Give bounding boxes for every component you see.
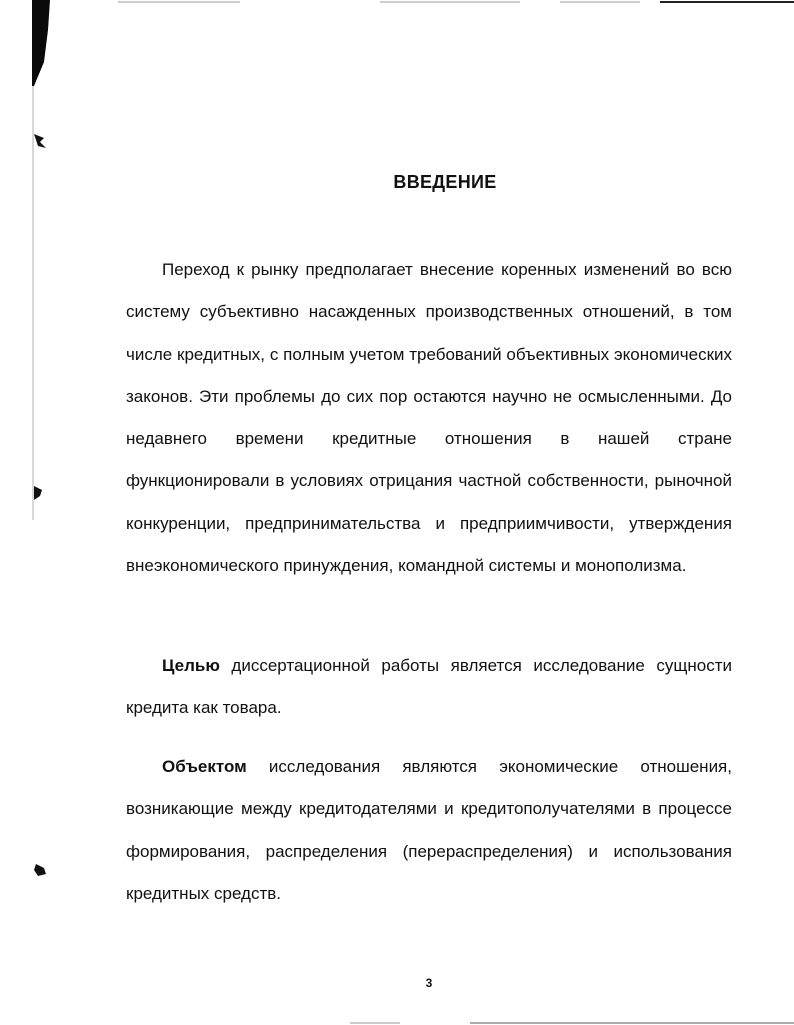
paragraph-goal-text: диссертационной работы является исследование сущности кредита как товара.: [126, 656, 732, 718]
punch-mark-2: [34, 486, 42, 500]
punch-mark-3: [34, 864, 46, 876]
paragraph-object-lead: Объектом: [162, 757, 247, 776]
punch-mark-1: [34, 134, 46, 148]
paragraph-goal-lead: Целью: [162, 656, 220, 675]
paragraph-intro-text: Переход к рынку предполагает внесение коренных изменений во всю систему субъективно насажденных производственных отношений, в том числе кредитных, с полным учетом требований объективных экономических законов. Эти проблемы до сих пор остаются научно не осмысленными. До недавнего времени кредитные отношения в нашей стране функционировали в условиях отрицания частной собственности, рыночной конкуренции, предпринимательства и предприимчивости, утверждения внеэкономического принуждения, командной системы и монополизма.: [126, 260, 732, 576]
paragraph-intro: [126, 249, 732, 587]
page-number: 3: [425, 976, 433, 990]
binding-shadow: [32, 0, 50, 86]
paragraph-object: [126, 746, 732, 915]
section-title: ВВЕДЕНИЕ: [393, 172, 497, 192]
paragraph-goal: [126, 645, 732, 730]
paragraph-object-text: исследования являются экономические отношения, возникающие между кредитодателями и кредитополучателями в процессе формирования, распределения (перераспределения) и использования кредитных средств.: [126, 757, 732, 903]
